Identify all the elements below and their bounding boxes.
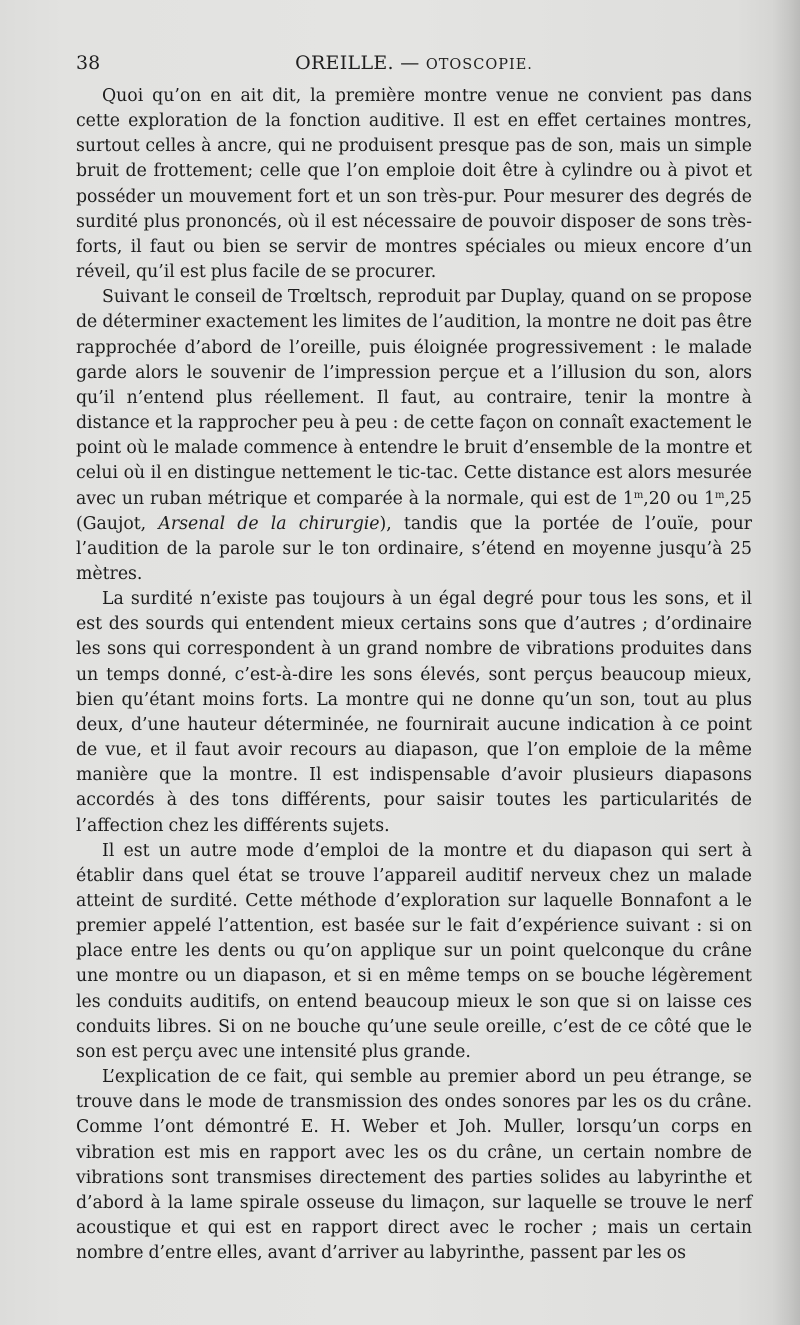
running-title — [76, 52, 752, 74]
page-edge-shadow — [772, 0, 800, 1325]
paragraph-text: ,20 ou 1 — [643, 488, 716, 509]
paragraph — [76, 285, 752, 587]
paragraph — [76, 587, 752, 839]
paragraph — [76, 1065, 752, 1266]
paragraph — [76, 839, 752, 1065]
running-title-main: OREILLE. — — [295, 52, 426, 74]
superscript-unit: m — [633, 489, 644, 501]
running-title-sub: OTOSCOPIE. — [425, 57, 533, 73]
superscript-unit: m — [715, 489, 725, 501]
body-text — [76, 84, 752, 1266]
paragraph-text: L’explication de ce fait, qui semble au premier abord un peu étrange, se trouve dans le mode de transmission des ondes sonores par les os du crâne. Comme l’ont démontré E. H. Weber et Joh. Muller, lorsqu’un corps en vibration est mis en rapport avec les os du crâne, un certain nombre de vibrations sont transmises directement des parties solides au labyrinthe et d’abord à la lame spirale osseuse du limaçon, sur laquelle se trouve le nerf acoustique et qui est en rapport direct avec le rocher ; mais un certain nombre d’entre elles, avant d’arriver au labyrinthe, passent par les os — [76, 1067, 752, 1264]
paragraph-text: Suivant le conseil de Trœltsch, reproduit par Duplay, quand on se propose de déterminer exactement les limites de l’audition, la montre ne doit pas être rapprochée d’abord de l’oreille, puis éloignée progressivement : le malade garde alors le souvenir de l’impression perçue et a l’illusion du son, alors qu’il n’entend plus réellement. Il faut, au contraire, tenir la montre à distance et la rapprocher peu à peu : de cette façon on connaît exactement le point où le malade commence à entendre le bruit d’ensemble de la montre et celui où il en distingue nettement le tic-tac. Cette distance est alors mesurée avec un ruban métrique et comparée à la normale, qui est de 1 — [76, 287, 752, 509]
paragraph-text: Il est un autre mode d’emploi de la montre et du diapason qui sert à établir dans quel état se trouve l’appareil auditif nerveux chez un malade atteint de surdité. Cette méthode d’exploration sur laquelle Bonnafont a le premier appelé l’attention, est basée sur le fait d’expérience suivant : si on place entre les dents ou qu’on applique sur un point quelconque du crâne une montre ou un diapason, et si en même temps on se bouche légèrement les conduits auditifs, on entend beaucoup mieux le son que si on laisse ces conduits libres. Si on ne bouche qu’une seule oreille, c’est de ce côté que le son est perçu avec une intensité plus grande. — [76, 840, 752, 1062]
paragraph — [76, 84, 752, 285]
paragraph-text: Quoi qu’on en ait dit, la première montre venue ne convient pas dans cette exploration de la fonction auditive. Il est en effet certaines montres, surtout celles à ancre, qui ne produisent presque pas de son, mais un simple bruit de frottement; celle que l’on emploie doit être à cylindre ou à pivot et posséder un mouvement fort et un son très-pur. Pour mesurer des degrés de surdité plus prononcés, où il est nécessaire de pouvoir disposer de sons très-forts, il faut ou bien se servir de montres spéciales ou mieux encore d’un réveil, qu’il est plus facile de se procurer. — [76, 86, 752, 283]
paragraph-text: La surdité n’existe pas toujours à un égal degré pour tous les sons, et il est des sourds qui entendent mieux certains sons que d’autres ; d’ordinaire les sons qui correspondent à un grand nombre de vibrations produites dans un temps donné, c’est-à-dire les sons élevés, sont perçus beaucoup mieux, bien qu’étant moins forts. La montre qui ne donne qu’un son, tout au plus deux, d’une hauteur déterminée, ne fournirait aucune indication à ce point de vue, et il faut avoir recours au diapason, que l’on emploie de la même manière que la montre. Il est indispensable d’avoir plusieurs diapasons accordés à des tons différents, pour saisir toutes les particularités de l’affection chez les différents sujets. — [76, 589, 752, 836]
paragraph-text: ), tandis que la portée de l’ouïe, pour l’audition de la parole sur le ton ordinaire, s’étend en moyenne jusqu’à 25 mètres. — [76, 513, 752, 584]
paragraph-text: ,25 (Gaujot, — [76, 488, 752, 534]
running-header — [76, 50, 752, 78]
italic-citation: Arsenal de la chirurgie — [158, 513, 380, 534]
page-number: 38 — [76, 52, 101, 74]
